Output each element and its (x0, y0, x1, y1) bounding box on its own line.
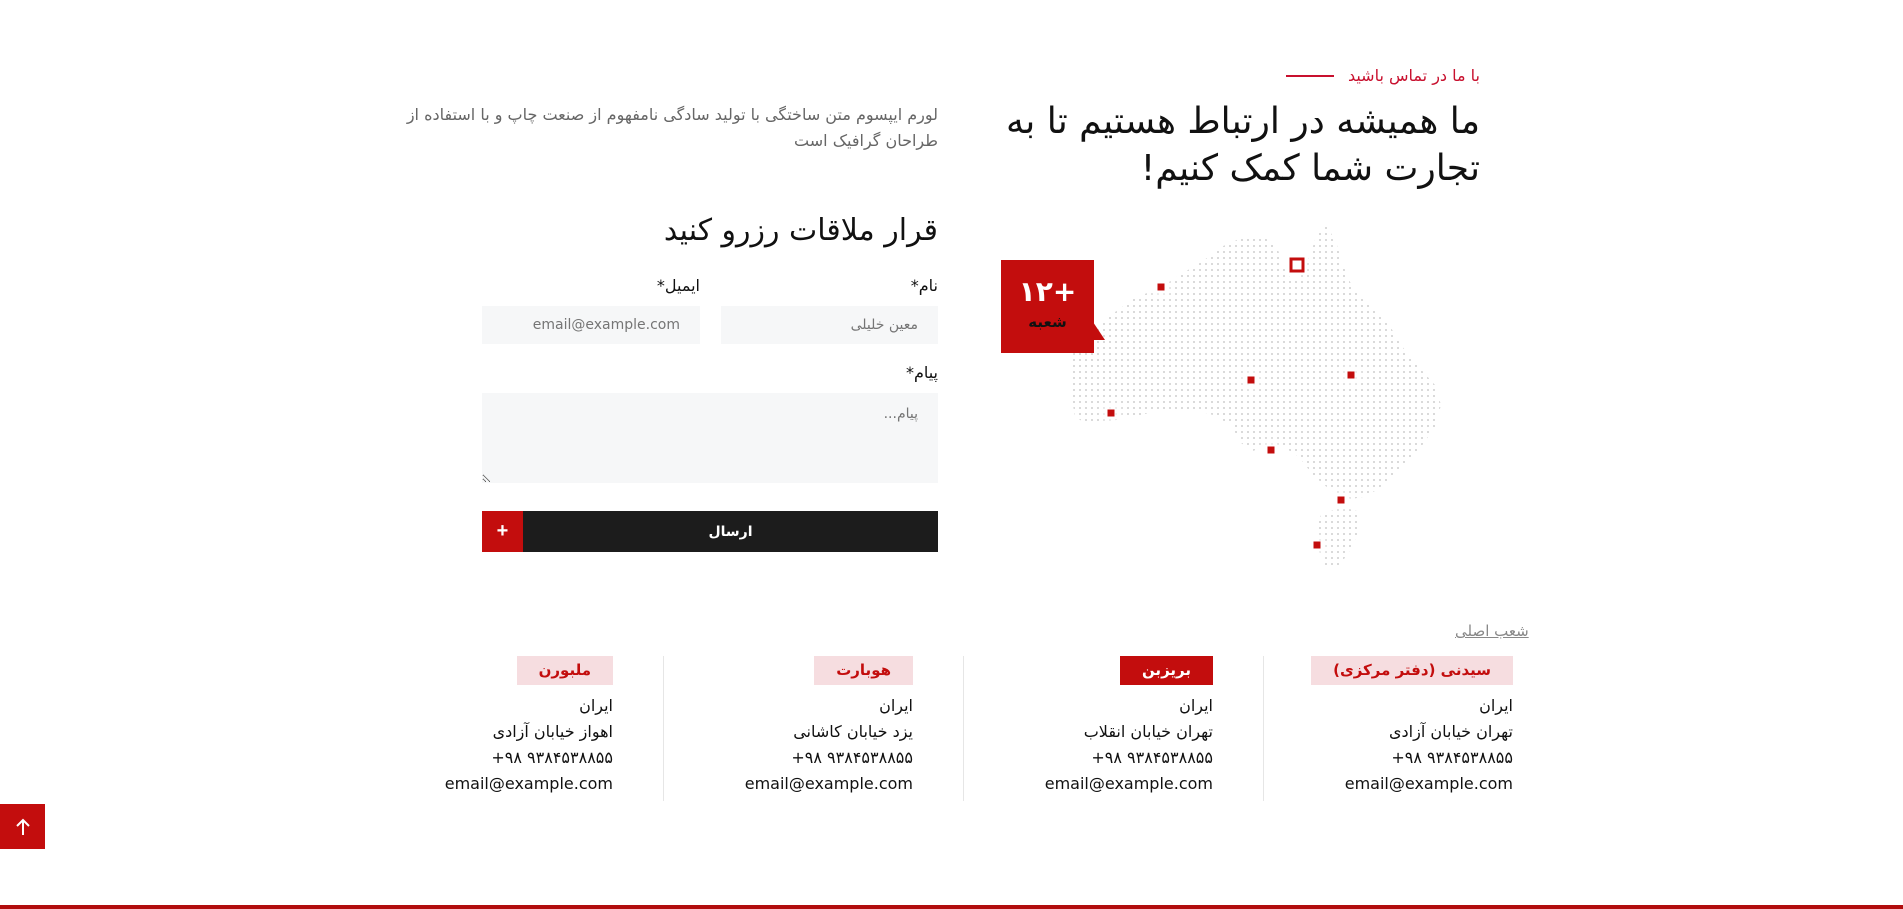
branches-count-badge (1001, 260, 1094, 353)
branch-country: ایران (1479, 696, 1513, 715)
branch-country: ایران (879, 696, 913, 715)
branch-card-hobart (663, 656, 937, 801)
branch-email[interactable]: email@example.com (1044, 774, 1213, 793)
intro-paragraph: لورم ایپسوم متن ساختگی با تولید سادگی نامفهوم از صنعت چاپ و با استفاده از طراحان گرافیک است (406, 105, 938, 150)
eyebrow-text: با ما در تماس باشید (1347, 66, 1480, 85)
branch-email[interactable]: email@example.com (744, 774, 913, 793)
message-label: پیام* (905, 363, 938, 382)
arrow-up-icon (15, 818, 31, 836)
email-label: ایمیل* (656, 276, 700, 295)
map-landmass (1071, 225, 1441, 499)
badge-pointer (1093, 322, 1105, 340)
email-input[interactable] (482, 306, 700, 344)
main-branches-link[interactable]: شعب اصلی (1455, 622, 1529, 640)
branches-count: +۱۲ (1018, 275, 1077, 308)
branch-email[interactable]: email@example.com (1344, 774, 1513, 793)
branches-count-label: شعبه (1028, 313, 1067, 331)
eyebrow-line (1286, 75, 1334, 77)
branch-address: اهواز خیابان آزادی (492, 722, 613, 741)
australia-dotted-map (1071, 225, 1443, 593)
branch-address: تهران خیابان انقلاب (1083, 722, 1213, 741)
branch-tag[interactable]: هوبارت (814, 656, 913, 685)
map-branch-marker (1283, 251, 1311, 279)
branch-phone: +۹۸ ۹۳۸۴۵۳۸۸۵۵ (1391, 748, 1513, 767)
back-to-top-button[interactable] (0, 804, 45, 849)
branch-tag[interactable]: ملبورن (517, 656, 613, 685)
submit-label: ارسال (708, 523, 753, 540)
branch-card-sydney (1263, 656, 1537, 801)
map-branch-marker (1337, 361, 1365, 389)
branch-tag[interactable]: بریزبن (1120, 656, 1213, 685)
plus-icon: + (482, 511, 523, 552)
submit-button[interactable] (482, 511, 938, 552)
map-branch-marker (1303, 531, 1331, 559)
branch-phone: +۹۸ ۹۳۸۴۵۳۸۸۵۵ (1091, 748, 1213, 767)
footer-top-border (0, 905, 1903, 909)
map-branch-marker (1257, 436, 1285, 464)
branch-address: یزد خیابان کاشانی (793, 722, 913, 741)
branch-card-melbourne (363, 656, 637, 801)
map-branch-marker (1237, 366, 1265, 394)
branch-card-brisbane (963, 656, 1237, 801)
message-textarea[interactable] (482, 393, 938, 483)
form-title: قرار ملاقات رزرو کنید (663, 213, 938, 248)
branch-phone: +۹۸ ۹۳۸۴۵۳۸۸۵۵ (791, 748, 913, 767)
map-branch-marker (1147, 273, 1175, 301)
section-eyebrow (1286, 66, 1480, 85)
map-branch-marker (1097, 399, 1125, 427)
branch-address: تهران خیابان آزادی (1389, 722, 1513, 741)
branch-email[interactable]: email@example.com (444, 774, 613, 793)
map-branch-marker (1327, 486, 1355, 514)
name-label: نام* (910, 276, 938, 295)
branch-country: ایران (579, 696, 613, 715)
name-input[interactable] (721, 306, 938, 344)
branch-phone: +۹۸ ۹۳۸۴۵۳۸۸۵۵ (491, 748, 613, 767)
branch-country: ایران (1179, 696, 1213, 715)
branch-tag[interactable]: سیدنی (دفتر مرکزی) (1311, 656, 1513, 685)
section-headline: ما همیشه در ارتباط هستیم تا به تجارت شما کمک کنیم! (1005, 101, 1480, 189)
